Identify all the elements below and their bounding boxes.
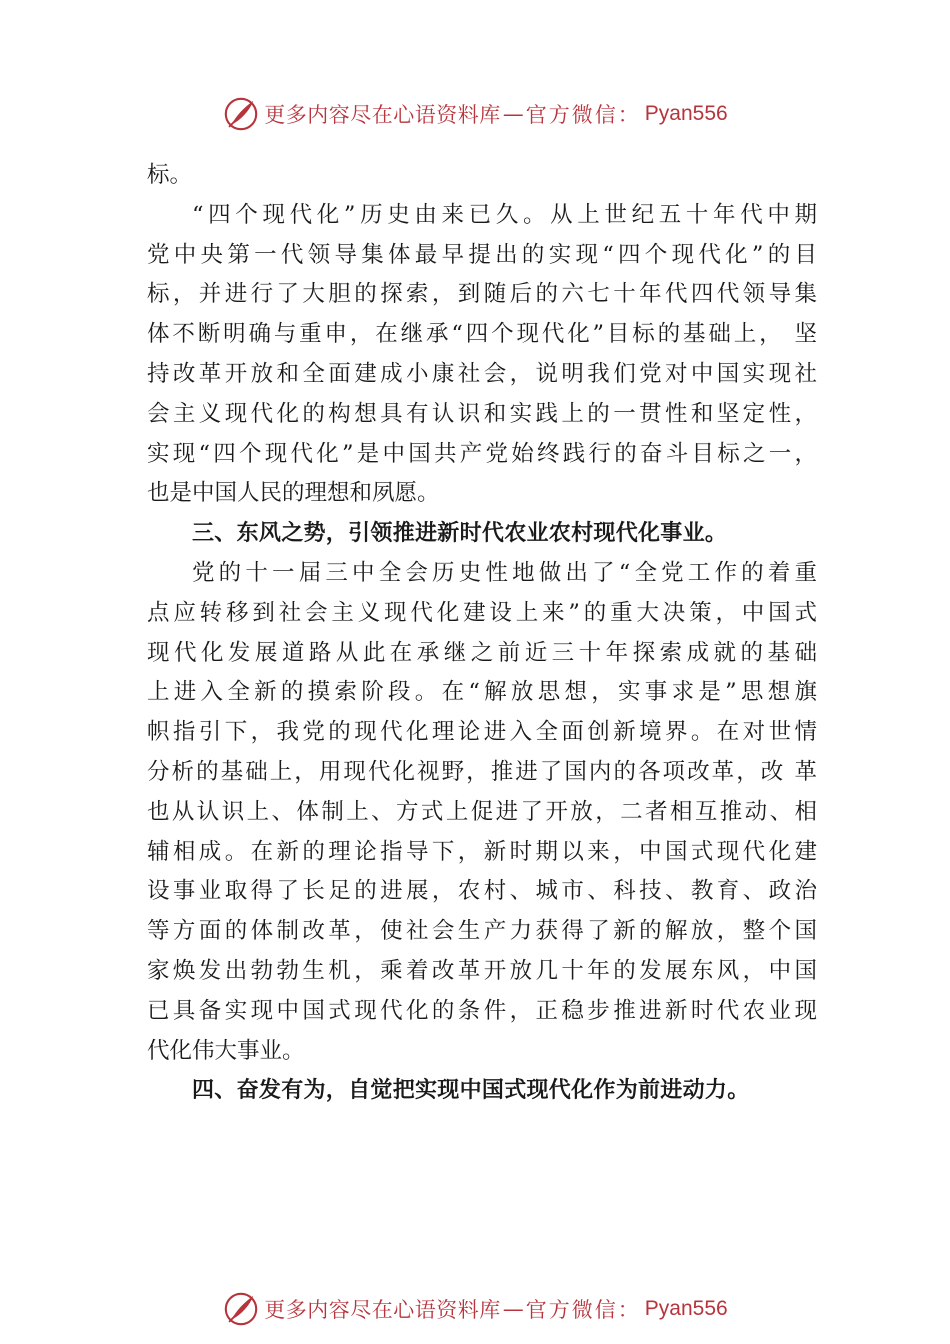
- header-watermark-banner: [0, 94, 950, 134]
- text-line: 标，并进行了大胆的探索，到随后的六七十年代四代领导集: [147, 281, 817, 308]
- text-line: 党中央第一代领导集体最早提出的实现“四个现代化”的目: [147, 241, 817, 268]
- text-line: 已具备实现中国式现代化的条件，正稳步推进新时代农业现: [147, 997, 817, 1024]
- footer-watermark-banner: [0, 1289, 950, 1329]
- text-line: 持改革开放和全面建成小康社会，说明我们党对中国实现社: [147, 360, 817, 387]
- text-line: 党的十一届三中全会历史性地做出了“全党工作的着重: [192, 559, 817, 586]
- banner-wechat-label: 官方微信：: [525, 103, 641, 127]
- text-line: “四个现代化”历史由来已久。从上世纪五十年代中期: [192, 201, 817, 228]
- text-line: 上进入全新的摸索阶段。在“解放思想，实事求是”思想旗: [147, 679, 817, 706]
- section-heading-3: 三、东风之势，引领推进新时代农业农村现代化事业。: [192, 521, 728, 547]
- banner-text: 更多内容尽在心语资料库: [264, 103, 501, 127]
- section-heading-4: 四、奋发有为，自觉把实现中国式现代化作为前进动力。: [192, 1078, 750, 1104]
- banner-wechat-id: Pyan556: [644, 1297, 728, 1320]
- text-line: 家焕发出勃勃生机，乘着改革开放几十年的发展东风，中国: [147, 957, 817, 984]
- text-line: 点应转移到社会主义现代化建设上来”的重大决策，中国式: [147, 599, 817, 626]
- banner-separator: —: [502, 102, 524, 126]
- text-line: 设事业取得了长足的进展，农村、城市、科技、教育、政治: [147, 878, 817, 905]
- quill-logo-icon: [222, 1290, 260, 1328]
- quill-logo-icon: [222, 95, 260, 133]
- document-body: [147, 156, 817, 1111]
- banner-separator: —: [502, 1297, 524, 1321]
- text-line: 会主义现代化的构想具有认识和实践上的一贯性和坚定性，: [147, 400, 817, 427]
- text-line: 帜指引下，我党的现代化理论进入全面创新境界。在对世情: [147, 719, 817, 746]
- text-line: 也从认识上、体制上、方式上促进了开放，二者相互推动、相: [147, 798, 817, 825]
- text-line: 体不断明确与重申，在继承“四个现代化”目标的基础上， 坚: [147, 321, 817, 348]
- banner-text: 更多内容尽在心语资料库: [264, 1298, 501, 1322]
- text-line: 标。: [147, 162, 193, 188]
- banner-wechat-label: 官方微信：: [525, 1298, 641, 1322]
- banner-wechat-id: Pyan556: [644, 102, 728, 125]
- text-line: 现代化发展道路从此在承继之前近三十年探索成就的基础: [147, 639, 817, 666]
- text-line: 辅相成。在新的理论指导下，新时期以来，中国式现代化建: [147, 838, 817, 865]
- text-line: 实现“四个现代化”是中国共产党始终践行的奋斗目标之一，: [147, 440, 817, 467]
- text-line: 也是中国人民的理想和夙愿。: [147, 480, 440, 507]
- text-line: 分析的基础上，用现代化视野，推进了国内的各项改革，改 革: [147, 758, 817, 785]
- text-line: 代化伟大事业。: [147, 1037, 305, 1064]
- text-line: 等方面的体制改革，使社会生产力获得了新的解放，整个国: [147, 918, 817, 945]
